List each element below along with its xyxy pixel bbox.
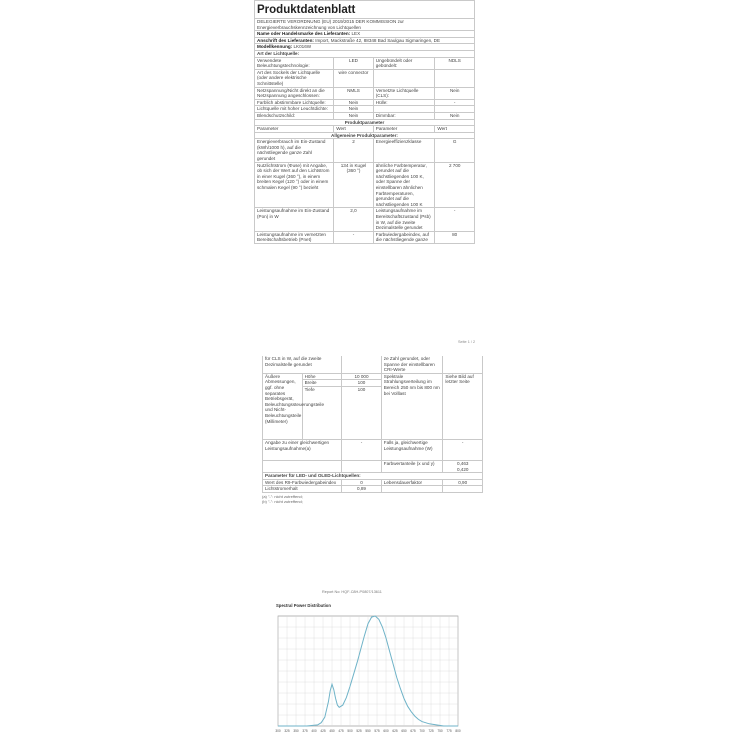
table-cell: - [435, 99, 475, 106]
table-cell: Farblich abstimmbare Lichtquelle: [255, 99, 334, 106]
table-cell: Lichtstromerhalt [263, 486, 342, 493]
table-cell: Netzspannung/Nicht direkt an die Netzspannung angeschlossen: [255, 87, 334, 99]
x-tick-label: 600 [383, 729, 389, 733]
address-label: Anschrift des Lieferanten: [257, 37, 314, 43]
table-row [255, 87, 475, 99]
table-cell: NDLS [435, 57, 475, 69]
x-tick-label: 775 [446, 729, 452, 733]
x-tick-label: 525 [356, 729, 362, 733]
column-header: Parameter [255, 126, 334, 133]
table-cell: Nein [334, 112, 374, 119]
datasheet-table-2 [262, 356, 483, 493]
chromaticity-label: Farbwertanteile (x und y) [381, 460, 443, 472]
table-cell [443, 486, 483, 493]
table-cell: Nutzlichtstrom (Φuse) mit Angabe, ob sich der Wert auf den Lichtstrom in einer Kugel (360 °), in einem breiten Kegel (120 °) oder in einem schmalen Kegel (90 °) bezieht [255, 162, 334, 208]
table-cell: ähnliche Farbtemperatur, gerundet auf die nächstliegenden 100 K, oder Spanne der einstellbaren ähnlichen Farbtemperaturen, gerundet auf die nächstliegenden 100 K [373, 162, 435, 208]
table-cell [435, 106, 475, 113]
table-cell: 2 [334, 139, 374, 162]
light-type-rows [255, 57, 475, 119]
table-row [263, 439, 483, 460]
table-row [255, 57, 475, 69]
address-value: Import, Mackstraße 42, 88348 Bad Saulgau Sigmaringen, DE [315, 37, 441, 43]
table-cell: G [435, 139, 475, 162]
table-cell: 0 [342, 479, 382, 486]
spectral-value: Siehe Bild auf letzter Seite [443, 373, 483, 439]
table-cell: Nein [435, 112, 475, 119]
table-row [263, 356, 483, 373]
supplier-value: LEX [351, 31, 361, 37]
table-cell: 2,0 [334, 208, 374, 231]
table-row [255, 208, 475, 231]
table-cell: Leistungsaufnahme im vernetzten Bereitschaftsbetrieb (Pnet) [255, 231, 334, 243]
model-label: Modellkennung: [257, 44, 293, 50]
table-cell: 134 in Kugel (360 °) [334, 162, 374, 208]
x-tick-label: 450 [329, 729, 335, 733]
dimension-value: 100 [342, 380, 382, 387]
table-row [255, 162, 475, 208]
table-cell: - [334, 231, 374, 243]
x-tick-label: 300 [275, 729, 281, 733]
dimension-name: Höhe [302, 373, 342, 380]
x-tick-label: 700 [419, 729, 425, 733]
chromaticity-y: 0,420 [456, 466, 469, 472]
table-cell: LED [334, 57, 374, 69]
table-cell [381, 486, 443, 493]
product-params-header: Produktparameter [255, 119, 475, 126]
equivalent-power-right-label: Falls ja, gleichwertige Leistungsaufnahme (W) [381, 439, 443, 460]
x-tick-label: 325 [284, 729, 290, 733]
datasheet-page-1 [254, 0, 475, 244]
table-cell: Art des Sockels der Lichtquelle (oder andere elektrische Schnittstelle) [255, 69, 334, 87]
table-cell: Energieverbrauch im Ein-Zustand (kWh/1000 h), auf die nächstliegende ganze Zahl gerundet [255, 139, 334, 162]
general-params-header: Allgemeine Produktparameter: [255, 132, 475, 139]
table-cell: 80 [435, 231, 475, 243]
table-cell: Lebensdauerfaktor [381, 479, 443, 486]
dimension-name: Tiefe [302, 386, 342, 439]
x-tick-label: 625 [392, 729, 398, 733]
datasheet-page-2 [262, 356, 483, 505]
table-cell: Nein [334, 106, 374, 113]
spectral-label: Spektrale Strahlungsverteilung im Bereich 250 nm bis 800 nm bei Volllast [381, 373, 443, 439]
chart-title: Spectral Power Distribution [276, 603, 331, 608]
table-cell: Nein [334, 99, 374, 106]
table-cell: Energieeffizienzklasse [373, 139, 435, 162]
page-number: Seite 1 / 2 [458, 340, 476, 344]
table-cell: ze Zahl gerundet, oder Spanne der einstellbaren CRI-Werte [381, 356, 443, 373]
table-cell: Vernetzte Lichtquelle (CLS): [373, 87, 435, 99]
table-cell: wire connector [334, 69, 374, 87]
x-tick-label: 400 [311, 729, 317, 733]
table-cell: Hülle: [373, 99, 435, 106]
regulation-text: DELEGIERTE VERORDNUNG (EU) 2019/2015 DER KOMMISSION zur Energieverbrauchskennzeichnung von Lichtquellen [255, 19, 475, 31]
table-cell: 2 700 [435, 162, 475, 208]
table-cell: Blendschutzschild: [255, 112, 334, 119]
spectral-power-chart [272, 612, 462, 736]
x-tick-label: 500 [347, 729, 353, 733]
table-cell: - [435, 208, 475, 231]
x-tick-label: 350 [293, 729, 299, 733]
chromaticity-x: 0,463 [456, 460, 469, 466]
table-row [255, 231, 475, 243]
report-number: Report No: HQF-C8H-P0807/13611 [322, 590, 382, 594]
x-tick-label: 375 [302, 729, 308, 733]
footnote: (b) "-": nicht zutreffend; [262, 498, 303, 504]
x-tick-label: 725 [428, 729, 434, 733]
table-row [263, 486, 483, 493]
dimension-name: Breite [302, 380, 342, 387]
dimension-value: 10 000 [342, 373, 382, 380]
table-row [255, 69, 475, 87]
footnote: (a) "-": nicht zutreffend; [262, 493, 303, 499]
led-params-header: Parameter für LED- und OLED-Lichtquellen: [263, 473, 483, 480]
table-cell: NMLS [334, 87, 374, 99]
table-cell: Leistungsaufnahme im Ein-Zustand (Pon) in W [255, 208, 334, 231]
x-tick-label: 650 [401, 729, 407, 733]
table-row [255, 112, 475, 119]
table-cell: Nein [435, 87, 475, 99]
page-title: Produktdatenblatt [254, 0, 475, 18]
table-cell: Ungebündelt oder gebündelt: [373, 57, 435, 69]
table-cell: Wert des R9-Farbwiedergabeindex [263, 479, 342, 486]
datasheet-table-1 [254, 18, 475, 244]
table-row [263, 479, 483, 486]
table-row [255, 139, 475, 162]
table-cell: Verwendete Beleuchtungstechnologie: [255, 57, 334, 69]
column-header-row [255, 126, 475, 133]
column-header: Parameter [373, 126, 435, 133]
table-row [255, 99, 475, 106]
column-header: Wert [334, 126, 374, 133]
light-type-header: Art der Lichtquelle: [255, 50, 475, 57]
table-cell: Dimmbar: [373, 112, 435, 119]
equivalent-power-label: Angabe zu einer gleichwertigen Leistungsaufnahme(a) [263, 439, 342, 460]
dimension-value: 100 [342, 386, 382, 439]
x-tick-label: 425 [320, 729, 326, 733]
table-cell: 0,89 [342, 486, 382, 493]
table-row [263, 460, 483, 472]
column-header: Wert [435, 126, 475, 133]
x-tick-label: 750 [437, 729, 443, 733]
table-row [255, 106, 475, 113]
table-cell [373, 106, 435, 113]
equivalent-power-right-value: - [443, 439, 483, 460]
x-tick-label: 475 [338, 729, 344, 733]
table-cell [435, 69, 475, 87]
x-tick-label: 675 [410, 729, 416, 733]
table-cell: Farbwiedergabeindex, auf die nächstliegende ganze [373, 231, 435, 243]
equivalent-power-value: - [342, 439, 382, 460]
x-tick-label: 575 [374, 729, 380, 733]
supplier-label: Name oder Handelsmarke des Lieferanten: [257, 31, 351, 37]
table-cell: 0,90 [443, 479, 483, 486]
model-value: LK016W [293, 44, 312, 50]
dimensions-label: Äußere Abmessungen, ggf. ohne separates Betriebsgerät, Beleuchtungssteuerungsteile und Nicht-Beleuchtungsteile (Millimeter) [263, 373, 303, 439]
x-tick-label: 550 [365, 729, 371, 733]
table-cell [373, 69, 435, 87]
x-tick-label: 800 [455, 729, 461, 733]
table-cell: Leistungsaufnahme im Bereitschaftszustand (Psb) in W, auf die zweite Dezimalstelle gerundet [373, 208, 435, 231]
table-cell: für CLS in W, auf die zweite Dezimalstelle gerundet [263, 356, 342, 373]
table-row [263, 373, 483, 380]
table-cell: Lichtquelle mit hoher Leuchtdichte: [255, 106, 334, 113]
